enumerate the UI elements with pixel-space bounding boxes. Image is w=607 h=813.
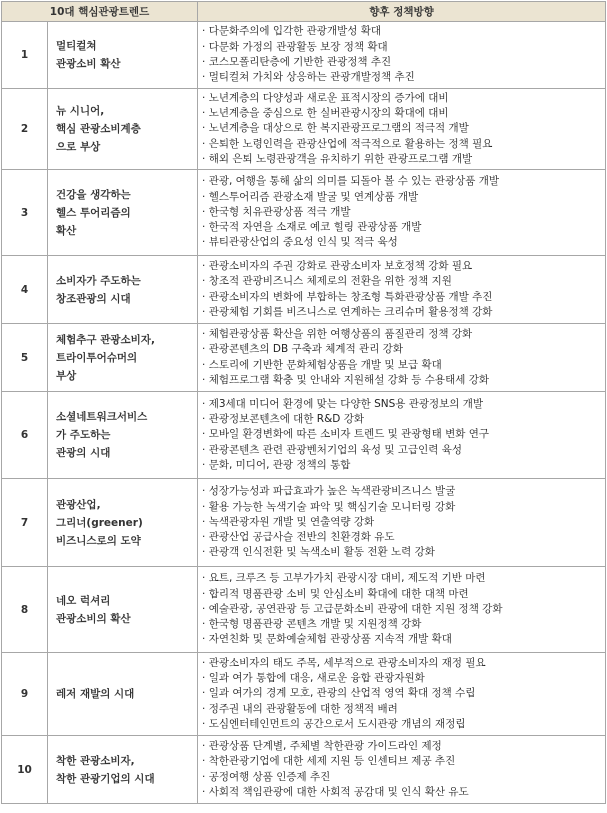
policy-item: · 관광, 여행을 통해 삶의 의미를 되돌아 볼 수 있는 관광상품 개발 [202, 174, 605, 189]
policy-list [202, 91, 605, 167]
trend-name-line: 관광의 시대 [56, 447, 111, 459]
policy-item: · 녹색관광자원 개발 및 연출역량 강화 [202, 515, 605, 530]
trend-name-line: 멀티컬쳐 [56, 40, 97, 52]
row-number: 4 [2, 256, 48, 324]
trend-name-line: 뉴 시니어, [56, 105, 105, 117]
row-number: 6 [2, 392, 48, 479]
table-row [2, 567, 606, 653]
policy-cell [198, 653, 606, 736]
policy-cell [198, 22, 606, 89]
trend-name-line: 소셜네트워크서비스 [56, 411, 148, 423]
trend-name-line: 소비자가 주도하는 [56, 274, 141, 287]
policy-cell [198, 256, 606, 324]
trend-name-cell [48, 736, 198, 804]
policy-item: · 관광정보콘텐츠에 대한 R&D 강화 [202, 412, 605, 427]
policy-item: · 한국적 자연을 소재로 예코 힐링 관광상품 개발 [202, 220, 605, 235]
row-number: 10 [2, 736, 48, 804]
policy-column-header: 향후 정책방향 [198, 2, 606, 22]
policy-cell [198, 324, 606, 392]
trend-name-line: 레저 재발의 시대 [56, 688, 135, 700]
trend-name-line: 건강을 생각하는 [56, 188, 131, 201]
row-number: 2 [2, 89, 48, 170]
trend-name-cell [48, 89, 198, 170]
policy-item: · 체험프로그램 확충 및 안내와 지원해설 강화 등 수용태세 강화 [202, 373, 605, 388]
table-row [2, 736, 606, 804]
policy-item: · 다문화주의에 입각한 관광개발성 확대 [202, 24, 605, 39]
policy-item: · 성장가능성과 파급효과가 높은 녹색관광비즈니스 발굴 [202, 484, 605, 499]
policy-item: · 스토리에 기반한 문화체험상품을 개발 및 보급 확대 [202, 358, 605, 373]
trend-name-cell [48, 22, 198, 89]
policy-cell [198, 89, 606, 170]
policy-list [202, 174, 605, 250]
policy-item: · 헬스투어리즘 관광소재 발굴 및 연계상품 개발 [202, 190, 605, 205]
policy-item: · 한국형 명품관광 콘텐츠 개발 및 지원정책 강화 [202, 617, 605, 632]
policy-item: · 자연친화 및 문화예술체험 관광상품 지속적 개발 확대 [202, 632, 605, 647]
policy-item: · 모바일 환경변화에 따른 소비자 트렌드 및 관광형태 변화 연구 [202, 427, 605, 442]
trend-name-cell [48, 653, 198, 736]
policy-item: · 도심엔터테인먼트의 공간으로서 도시관광 개념의 재정립 [202, 717, 605, 732]
row-number: 9 [2, 653, 48, 736]
policy-item: · 관광체험 기회를 비즈니스로 연계하는 크리슈머 활용정책 강화 [202, 305, 605, 320]
policy-cell [198, 170, 606, 256]
policy-item: · 노년계층을 대상으로 한 복지관광프로그램의 적극적 개발 [202, 121, 605, 136]
policy-item: · 멀티컬쳐 가치와 상응하는 관광개발정책 추진 [202, 70, 605, 85]
policy-item: · 다문화 가정의 관광활동 보장 정책 확대 [202, 40, 605, 55]
table-body [2, 22, 606, 804]
policy-list [202, 656, 605, 732]
row-number: 7 [2, 479, 48, 567]
trend-name-line: 그리너(greener) [56, 516, 143, 529]
trend-name-line: 으로 부상 [56, 141, 101, 153]
trend-name-line: 부상 [56, 369, 77, 382]
row-number: 5 [2, 324, 48, 392]
trend-name-cell [48, 567, 198, 653]
trend-name-cell [48, 479, 198, 567]
table-row [2, 170, 606, 256]
row-number: 8 [2, 567, 48, 653]
policy-item: · 노년계층을 중심으로 한 실버관광시장의 확대에 대비 [202, 106, 605, 121]
policy-item: · 활용 가능한 녹색기술 파악 및 핵심기술 모니터링 강화 [202, 500, 605, 515]
policy-list [202, 571, 605, 647]
policy-item: · 은퇴한 노령인력을 관광산업에 적극적으로 활용하는 정책 필요 [202, 137, 605, 152]
policy-list [202, 24, 605, 85]
trend-name-line: 비즈니스로의 도약 [56, 534, 141, 547]
table-row [2, 653, 606, 736]
policy-item: · 체험관광상품 확산을 위한 여행상품의 품질관리 정책 강화 [202, 327, 605, 342]
table-row [2, 479, 606, 567]
trend-name-line: 창조관광의 시대 [56, 292, 131, 305]
policy-item: · 해외 은퇴 노령관광객을 유치하기 위한 관광프로그램 개발 [202, 152, 605, 167]
policy-cell [198, 736, 606, 804]
policy-item: · 관광상품 단계별, 주체별 착한관광 가이드라인 제정 [202, 739, 605, 754]
policy-cell [198, 479, 606, 567]
trend-name-line: 핵심 관광소비계층 [56, 123, 141, 135]
table-row [2, 89, 606, 170]
tourism-trend-table [1, 1, 606, 804]
policy-list [202, 484, 605, 560]
trend-name-cell [48, 392, 198, 479]
policy-item: · 요트, 크루즈 등 고부가가치 관광시장 대비, 제도적 기반 마련 [202, 571, 605, 586]
policy-item: · 관광객 인식전환 및 녹색소비 활동 전환 노력 강화 [202, 545, 605, 560]
trend-name-line: 관광산업, [56, 498, 101, 511]
trend-name-line: 관광소비의 확산 [56, 612, 131, 625]
policy-item: · 착한관광기업에 대한 세제 지원 등 인센티브 제공 추진 [202, 754, 605, 769]
policy-item: · 창조적 관광비즈니스 체제로의 전환을 위한 정책 지원 [202, 274, 605, 289]
policy-item: · 관광소비자의 태도 주목, 세부적으로 관광소비자의 재정 필요 [202, 656, 605, 671]
policy-item: · 사회적 책임관광에 대한 사회적 공감대 및 인식 확산 유도 [202, 785, 605, 800]
row-number: 3 [2, 170, 48, 256]
policy-item: · 예술관광, 공연관광 등 고급문화소비 관광에 대한 지원 정책 강화 [202, 602, 605, 617]
trend-name-cell [48, 170, 198, 256]
policy-item: · 합리적 명품관광 소비 및 안심소비 확대에 대한 대책 마련 [202, 587, 605, 602]
trend-name-line: 관광소비 확산 [56, 58, 121, 70]
policy-list [202, 259, 605, 320]
policy-item: · 관광콘텐츠의 DB 구축과 체계적 관리 강화 [202, 342, 605, 357]
policy-item: · 제3세대 미디어 환경에 맞는 다양한 SNS용 관광정보의 개발 [202, 397, 605, 412]
policy-item: · 노년계층의 다양성과 새로운 표적시장의 증가에 대비 [202, 91, 605, 106]
trend-name-line: 헬스 투어리즘의 [56, 206, 131, 219]
policy-list [202, 327, 605, 388]
policy-item: · 정주권 내의 관광활동에 대한 정책적 배려 [202, 702, 605, 717]
trend-name-cell [48, 256, 198, 324]
policy-item: · 일과 여가 통합에 대응, 새로운 융합 관광자원화 [202, 671, 605, 686]
policy-cell [198, 567, 606, 653]
trend-name-line: 트라이투어슈머의 [56, 351, 138, 364]
trend-name-cell [48, 324, 198, 392]
policy-item: · 일과 여가의 경계 모호, 관광의 산업적 영역 확대 정책 수립 [202, 686, 605, 701]
trend-name-line: 가 주도하는 [56, 429, 111, 441]
policy-list [202, 739, 605, 800]
policy-item: · 관광콘텐츠 관련 관광벤처기업의 육성 및 고급인력 육성 [202, 443, 605, 458]
table-row [2, 324, 606, 392]
policy-item: · 뷰티관광산업의 중요성 인식 및 적극 육성 [202, 235, 605, 250]
trend-name-line: 체험추구 관광소비자, [56, 333, 155, 346]
policy-item: · 문화, 미디어, 관광 정책의 통합 [202, 458, 605, 473]
policy-cell [198, 392, 606, 479]
policy-item: · 한국형 치유관광상품 적극 개발 [202, 205, 605, 220]
table-row [2, 22, 606, 89]
trend-name-line: 착한 관광소비자, [56, 754, 135, 767]
policy-item: · 관광소비자의 변화에 부합하는 창조형 특화관광상품 개발 추진 [202, 290, 605, 305]
row-number: 1 [2, 22, 48, 89]
table-row [2, 256, 606, 324]
trend-name-line: 확산 [56, 224, 77, 237]
table-row [2, 392, 606, 479]
policy-item: · 코스모폴리탄층에 기반한 관광정책 추진 [202, 55, 605, 70]
trend-name-line: 착한 관광기업의 시대 [56, 772, 155, 785]
table-header-row [2, 2, 606, 22]
policy-item: · 공정여행 상품 인증제 추진 [202, 770, 605, 785]
policy-item: · 관광산업 공급사슬 전반의 친환경화 유도 [202, 530, 605, 545]
policy-list [202, 397, 605, 473]
policy-item: · 관광소비자의 주권 강화로 관광소비자 보호정책 강화 필요 [202, 259, 605, 274]
trend-column-header: 10대 핵심관광트렌드 [2, 2, 198, 22]
trend-name-line: 네오 럭셔리 [56, 594, 111, 607]
